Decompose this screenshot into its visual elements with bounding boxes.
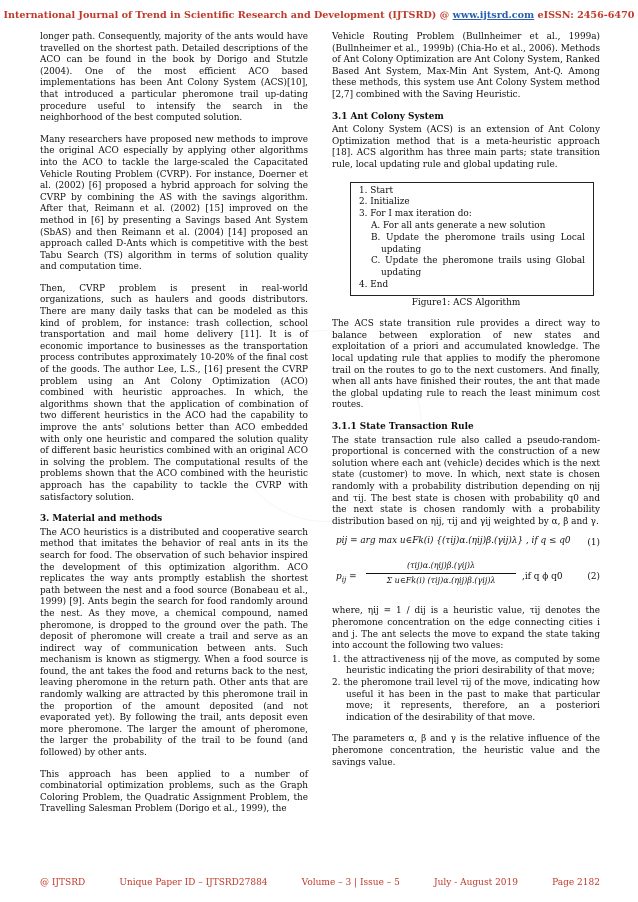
equation-1 <box>332 532 600 554</box>
footer-page: Page 2182 <box>552 878 600 888</box>
footer-journal: @ IJTSRD <box>40 878 86 888</box>
equation-2-denominator: Σ u∈Fk(i) (τij)α.(ηij)β.(γij)λ <box>386 575 496 585</box>
equation-2-lhs: $p_{ij}$ = <box>336 572 357 585</box>
equation-2 <box>332 560 600 600</box>
left-column <box>40 32 308 826</box>
header-suffix: eISSN: 2456-6470 <box>534 10 635 21</box>
figure-caption: Figure1: ACS Algorithm <box>411 297 521 308</box>
footer-paper-id: Unique Paper ID – IJTSRD27884 <box>119 878 268 888</box>
paragraph: This approach has been applied to a number of combinatorial optimization problems, such as the Graph Coloring Problem, the Quadratic Assignment Problem, the Travelling Salesman Problem (Dorigo et al., 1999), the <box>40 769 308 815</box>
equation-2-condition: ,if q ϕ q0 <box>522 572 563 583</box>
journal-header <box>0 10 638 21</box>
algo-substep: A. For all ants generate a new solution <box>371 220 546 231</box>
list-item: 2. the pheromone trail level τij of the move, indicating how useful it has been in the past to make that particular move; it represents, therefore, an a posteriori indication of the desirability of that move. <box>332 677 600 723</box>
subsubsection-heading: 3.1.1 State Transaction Rule <box>332 422 474 433</box>
paragraph: The state transaction rule also called a pseudo-random-proportional is concerned with the construction of a new solution where each ant (vehicle) decides which is the next state (customer) to move. In which, next state is chosen randomly with a probability distribution depending on ηij and τij. The best state is chosen with probability q0 and the next state is chosen randomly with a probability distribution based on ηij, τij and γij weighted by α, β and γ. <box>332 435 600 527</box>
equation-1-number: (1) <box>587 538 600 549</box>
header-prefix: International Journal of Trend in Scientific Research and Development (IJTSRD) @ <box>3 10 453 21</box>
algo-step: 3. For I max iteration do: <box>359 209 472 220</box>
right-column <box>332 32 600 779</box>
paragraph: The parameters α, β and γ is the relative influence of the pheromone concentration, the heuristic value and the savings value. <box>332 734 600 768</box>
equation-2-numerator: (τij)α.(ηij)β.(γij)λ <box>406 561 476 571</box>
algorithm-box <box>350 182 594 296</box>
algo-substep: C. Update the pheromone trails using Global updating <box>371 256 585 279</box>
paragraph: Then, CVRP problem is present in real-world organizations, such as haulers and goods distributors. There are many daily tasks that can be modeled as this kind of problem, for instance: trash collection, school transportation and mail home delivery [11]. It is of economic importance to businesses as the transportation process contributes approximately 10-20% of the final cost of the goods. The author Lee, L.S., [16] present the CVRP problem using an Ant Colony Optimization (ACO) combined with heuristic approaches. In which, the algorithms shown that the application of combination of two different heuristics in the ACO had the capability to improve the ants' solutions better than ACO embedded with only one heuristic and compared the solution quality of different basic heuristics combined with an original ACO in solving the problem. The computational results of the problems shown that the ACO combined with the heuristic approach has the capability to tackle the CVRP with satisfactory solution. <box>40 283 308 503</box>
algo-step: 1. Start <box>359 185 394 196</box>
footer-volume: Volume – 3 | Issue – 5 <box>301 878 400 888</box>
algo-step: 2. Initialize <box>359 197 410 208</box>
equation-2-number: (2) <box>587 572 600 583</box>
subsection-heading: 3.1 Ant Colony System <box>332 111 444 122</box>
footer-date: July - August 2019 <box>433 878 518 888</box>
list-item: 1. the attractiveness ηij of the move, as computed by some heuristic indicating the priori desirability of that move; <box>332 654 600 677</box>
paragraph: Ant Colony System (ACS) is an extension of Ant Colony Optimization method that is a meta-heuristic approach [18]. ACS algorithm has three main parts; state transition rule, local updating rule and global updating rule. <box>332 125 600 170</box>
paragraph: Vehicle Routing Problem (Bullnheimer et al., 1999a) (Bullnheimer et al., 1999b) (Chia-Ho et al., 2006). Methods of Ant Colony Optimization are Ant Colony System, Ranked Based Ant System, Max-Min Ant System, Ant-Q. Among these methods, this system use Ant Colony System method [2,7] combined with the Saving Heuristic. <box>332 32 600 100</box>
paragraph: longer path. Consequently, majority of the ants would have travelled on the shortest path. Detailed descriptions of the ACO can be found in the book by Dorigo and Stutzle (2004). One of the most efficient ACO based implementations has been Ant Colony System (ACS)[10], that introduced a particular pheromone trail up-dating procedure useful to intensify the search in the neighborhood of the best computed solution. <box>40 32 308 124</box>
equation-1-body: pij = arg max u∈Fk(i) {(τij)α.(ηij)β.(γij)λ} , if q ≤ q0 <box>336 536 571 547</box>
algo-step: 4. End <box>359 279 389 290</box>
equation-2-fraction <box>366 560 516 586</box>
algo-substep: B. Update the pheromone trails using Local updating <box>371 232 585 255</box>
paragraph: Many researchers have proposed new methods to improve the original ACO especially by applying other algorithms into the ACO to tackle the large-scaled the Capacitated Vehicle Routing Problem (CVRP). For instance, Doerner et al. (2002) [6] proposed a hybrid approach for solving the CVRP by combining the AS with the savings algorithm. After that, Reimann et al. (2002) [15] improved on the method in [6] by presenting a Savings based Ant System (SbAS) and then Reimann et al. (2004) [14] proposed an approach called D-Ants which is competitive with the best Tabu Search (TS) algorithm in terms of solution quality and computation time. <box>40 134 308 273</box>
paragraph: The ACS state transition rule provides a direct way to balance between exploration of new states and exploitation of a priori and accumulated knowledge. The local updating rule that applies to modify the pheromone trail on the routes to go to the next customers. And finally, when all ants have finished their routes, the ant that made the global updating rule to reach the least minimum cost routes. <box>332 319 600 411</box>
paragraph: where, ηij = 1 / dij is a heuristic value, τij denotes the pheromone concentration on the edge connecting cities i and j. The ant selects the move to expand the state taking into account the following two values: <box>332 606 600 652</box>
section-heading: 3. Material and methods <box>40 514 163 525</box>
page-footer <box>40 878 600 888</box>
journal-link[interactable]: www.ijtsrd.com <box>452 10 535 21</box>
paragraph: The ACO heuristics is a distributed and cooperative search method that imitates the behavior of real ants in its the search for food. The observation of such behavior inspired the development of this optimization algorithm. ACO replicates the way ants promptly establish the shortest path between the nest and a food source (Bonabeau et al., 1999) [9]. Ants begin the search for food randomly around the nest. As they move, a chemical compound, named pheromone, is dropped to the ground over the path. The deposit of pheromone will create a trail and serve as an indirect way of communication between ants. Such mechanism is known as stigmergy. When a food source is found, the ant takes the food and returns back to the nest, leaving pheromone in the return path. Other ants that are randomly walking are attracted by this pheromone trail in the proportion of the amount deposited (and not evaporated yet). By following the trail, ants deposit even more pheromone. The larger the amount of pheromone, the larger the probability of the trail to be found (and followed) by other ants. <box>40 527 308 759</box>
